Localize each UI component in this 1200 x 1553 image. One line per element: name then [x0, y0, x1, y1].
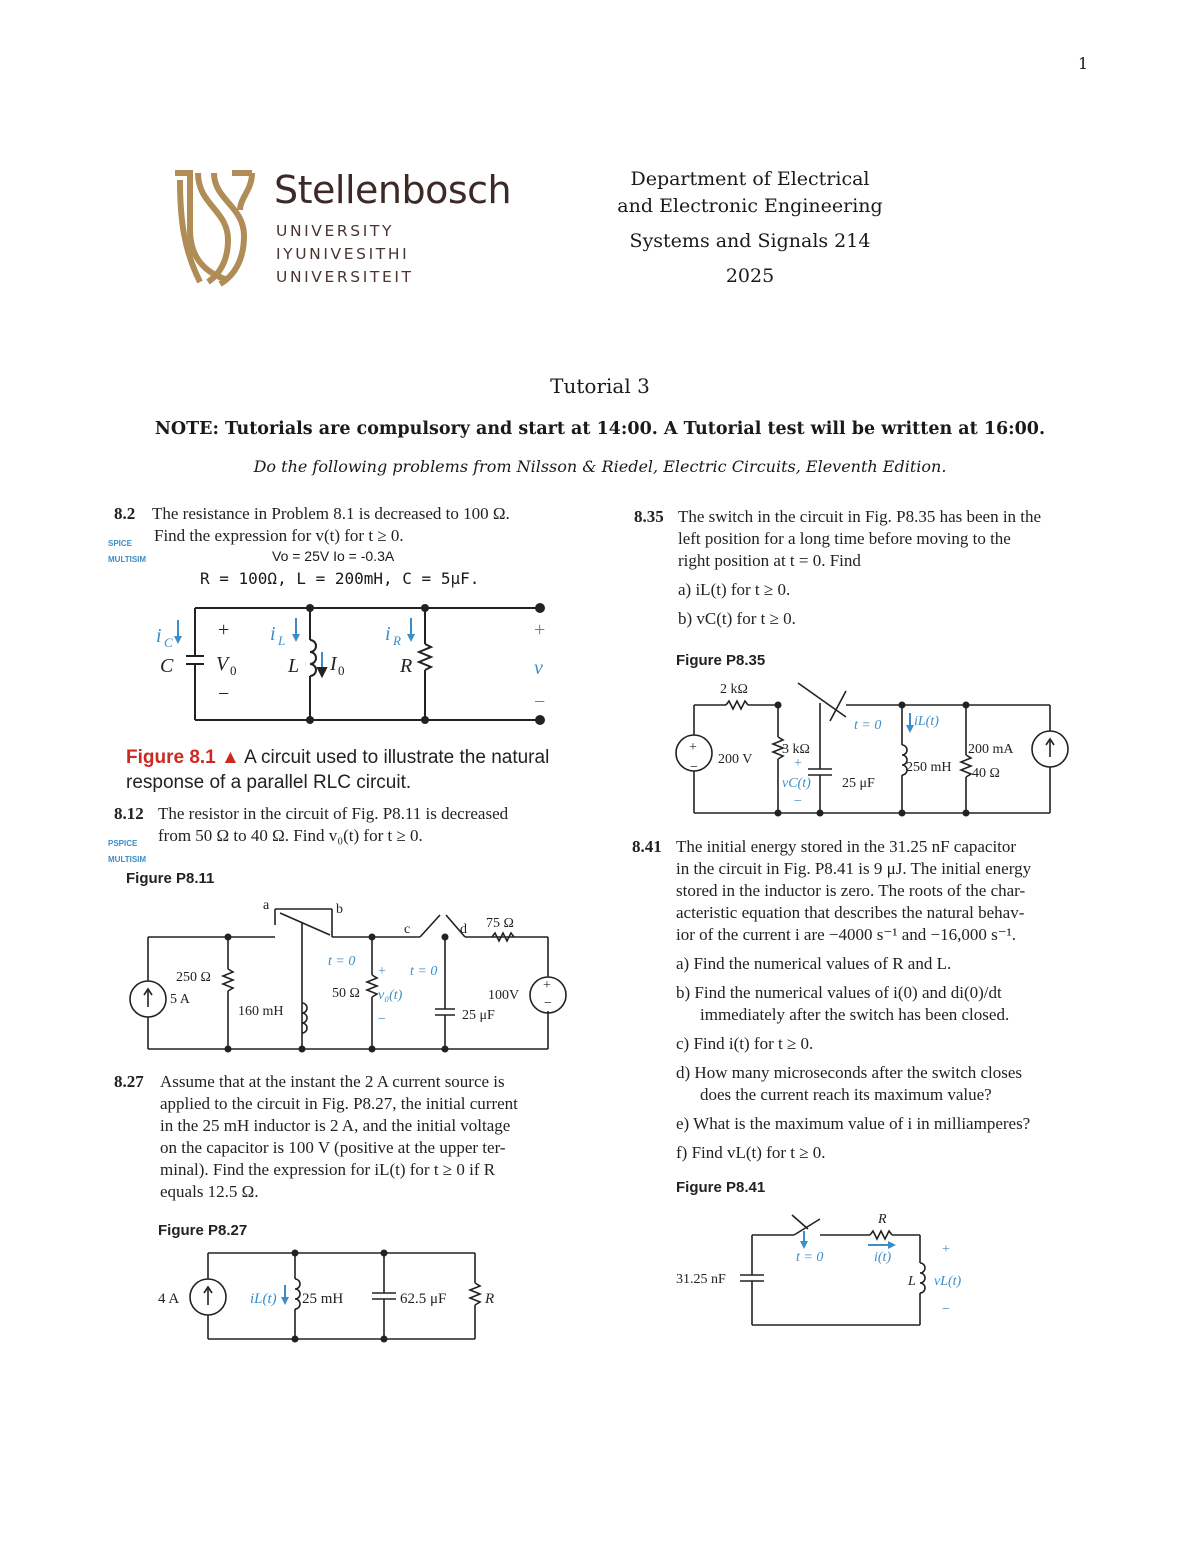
- problem-line: stored in the inductor is zero. The roots of the char-: [676, 881, 1026, 900]
- problem-line: on the capacitor is 100 V (positive at the upper ter-: [160, 1138, 506, 1157]
- l25-label: 25 mH: [302, 1291, 344, 1307]
- v100-label: 100V: [488, 988, 520, 1003]
- figure-p8-35-circuit: [670, 675, 1080, 820]
- ic-label: i: [156, 625, 162, 647]
- vl-plus: +: [942, 1242, 950, 1257]
- v200-label: 200 V: [718, 752, 753, 767]
- problem-line: left position for a long time before moving to the: [678, 529, 1011, 548]
- i0-sub: 0: [338, 663, 345, 678]
- figure-p8-41-label: Figure P8.41: [676, 1179, 766, 1196]
- problem-number: 8.2: [114, 504, 136, 523]
- il-label: i: [270, 623, 276, 645]
- problem-line: The switch in the circuit in Fig. P8.35 has been in the: [678, 507, 1042, 526]
- spice-tag: SPICE: [108, 539, 133, 548]
- r250-label: 250 Ω: [176, 970, 211, 985]
- department-line-2: and Electronic Engineering: [617, 195, 883, 217]
- university-logo-icon: [170, 170, 265, 288]
- r3k-label: 3 kΩ: [782, 742, 810, 757]
- problem-line: from 50 Ω to 40 Ω. Find v₀(t) for t ≥ 0.: [158, 826, 423, 845]
- problem-number: 8.12: [114, 804, 144, 823]
- figure-p8-35-label: Figure P8.35: [676, 652, 766, 669]
- r75-label: 75 Ω: [486, 916, 514, 931]
- v0-label: V: [216, 653, 229, 675]
- problem-line: equals 12.5 Ω.: [160, 1182, 259, 1201]
- note: NOTE: Tutorials are compulsory and start at 14:00. A Tutorial test will be written at 16:00.: [154, 419, 1046, 439]
- problem-line: in the circuit in Fig. P8.41 is 9 μJ. The initial energy: [676, 859, 1032, 878]
- page-title: Tutorial 3: [550, 374, 650, 398]
- problem-8-35: [634, 506, 1084, 630]
- v0-minus: −: [218, 683, 230, 705]
- vo-label: v₀(t): [378, 988, 403, 1003]
- problem-line: Assume that at the instant the 2 A current source is: [160, 1072, 505, 1091]
- department-header: [590, 166, 910, 290]
- given-values: Vo = 25V Io = -0.3A: [272, 548, 395, 564]
- i-label: i(t): [874, 1250, 892, 1265]
- il-label: iL(t): [250, 1291, 277, 1307]
- problem-number: 8.41: [632, 837, 662, 856]
- sub-question-e: e) What is the maximum value of i in milliamperes?: [676, 1114, 1031, 1133]
- l160-label: 160 mH: [238, 1004, 284, 1019]
- logo-line-universiteit: UNIVERSITEIT: [276, 268, 414, 286]
- problem-number: 8.27: [114, 1072, 144, 1091]
- sub-question-c: c) Find i(t) for t ≥ 0.: [676, 1034, 814, 1053]
- problem-line: minal). Find the expression for iL(t) for t ≥ 0 if R: [160, 1160, 496, 1179]
- problem-line: acteristic equation that describes the natural behav-: [676, 903, 1025, 922]
- i200-label: 200 mA: [968, 742, 1014, 757]
- c-label: C: [160, 655, 174, 677]
- source-minus: −: [690, 760, 698, 775]
- source-minus: −: [544, 996, 552, 1011]
- vo-minus: −: [378, 1012, 386, 1027]
- problem-8-12: [108, 803, 584, 864]
- r-label: R: [400, 655, 413, 677]
- sub-question-a: a) iL(t) for t ≥ 0.: [678, 580, 791, 599]
- problem-line: applied to the circuit in Fig. P8.27, the initial current: [160, 1094, 518, 1113]
- logo-line-iyunivesithi: IYUNIVESITHI: [276, 245, 410, 263]
- i4-label: 4 A: [158, 1291, 180, 1307]
- caption-line-2: response of a parallel RLC circuit.: [126, 772, 412, 793]
- v-minus: −: [534, 691, 546, 713]
- sub-question-b: [676, 982, 1082, 1026]
- c625-label: 62.5 μF: [400, 1291, 447, 1307]
- il-sub: L: [278, 633, 286, 648]
- c25-label: 25 μF: [462, 1008, 495, 1023]
- problem-line: The resistor in the circuit of Fig. P8.11 is decreased: [158, 804, 509, 823]
- figure-p8-27-label: Figure P8.27: [158, 1222, 248, 1239]
- v-plus: +: [534, 619, 546, 641]
- problem-8-27: [114, 1071, 584, 1203]
- ir-label: i: [385, 623, 391, 645]
- problem-8-41: [632, 836, 1082, 1164]
- vo-plus: +: [378, 964, 386, 979]
- v0-sub: 0: [230, 663, 237, 678]
- r40-label: 40 Ω: [972, 766, 1000, 781]
- vc-minus: −: [794, 794, 802, 809]
- vc-label: vC(t): [782, 776, 811, 791]
- switch-b-label: b: [336, 902, 343, 917]
- switch-time-label: t = 0: [854, 718, 882, 733]
- department-line-1: Department of Electrical: [630, 168, 870, 190]
- logo-name: Stellenbosch: [274, 168, 512, 212]
- figure-8-1-caption: [126, 745, 586, 795]
- switch-c-label: c: [404, 922, 411, 937]
- i0-label: I: [330, 653, 337, 675]
- v0-plus: +: [218, 619, 230, 641]
- multisim-tag: MULTISIM: [108, 855, 147, 864]
- ic-sub: C: [164, 635, 173, 650]
- figure-p8-27-circuit: [150, 1245, 500, 1345]
- switch-a-label: a: [263, 898, 270, 913]
- sub-question-d: [676, 1062, 1082, 1106]
- sub-question-d-line-1: d) How many microseconds after the switch closes: [676, 1063, 1023, 1082]
- switch-d-label: d: [460, 922, 467, 937]
- problem-line: right position at t = 0. Find: [678, 551, 861, 570]
- caption-line-1: A circuit used to illustrate the natural: [244, 747, 550, 768]
- sub-question-b-line-1: b) Find the numerical values of i(0) and di(0)/dt: [676, 983, 1002, 1002]
- figure-p8-41-circuit: [670, 1205, 980, 1335]
- r2k-label: 2 kΩ: [720, 682, 748, 697]
- vl-minus: −: [942, 1302, 950, 1317]
- problem-line: Find the expression for v(t) for t ≥ 0.: [154, 526, 404, 545]
- c25-label: 25 μF: [842, 776, 875, 791]
- sub-question-b: b) vC(t) for t ≥ 0.: [678, 609, 796, 628]
- triangle-icon: ▲: [221, 747, 240, 768]
- problem-line: The initial energy stored in the 31.25 nF capacitor: [676, 837, 1017, 856]
- vc-plus: +: [794, 756, 802, 771]
- l-label: L: [908, 1274, 916, 1289]
- figure-8-1-label: Figure 8.1: [126, 747, 216, 768]
- course-year: 2025: [725, 265, 775, 287]
- sub-question-a: a) Find the numerical values of R and L.: [676, 954, 952, 973]
- switch-time-label: t = 0: [796, 1250, 824, 1265]
- c3125-label: 31.25 nF: [676, 1272, 726, 1287]
- pspice-tag: PSPICE: [108, 839, 138, 848]
- ir-sub: R: [393, 633, 401, 648]
- figure-8-1-circuit: [150, 600, 550, 730]
- r-label: R: [485, 1291, 495, 1307]
- source-plus: +: [543, 978, 551, 993]
- page-number: 1: [1078, 54, 1089, 73]
- switch2-time-label: t = 0: [410, 964, 438, 979]
- r-label: R: [878, 1212, 887, 1227]
- sub-question-b-line-2: immediately after the switch has been closed.: [700, 1005, 1010, 1024]
- switch1-time-label: t = 0: [328, 954, 356, 969]
- il-label: iL(t): [914, 714, 939, 729]
- instructions: Do the following problems from Nilsson & Riedel, Electric Circuits, Eleventh Edition.: [253, 457, 947, 476]
- v-label: v: [534, 657, 543, 679]
- problem-line: in the 25 mH inductor is 2 A, and the initial voltage: [160, 1116, 511, 1135]
- l-label: L: [288, 655, 300, 677]
- i5-label: 5 A: [170, 992, 190, 1007]
- figure-p8-11-circuit: [120, 895, 580, 1060]
- figure-p8-11-label: Figure P8.11: [126, 870, 215, 887]
- vl-label: vL(t): [934, 1274, 962, 1289]
- circuit-parameters: R = 100Ω, L = 200mH, C = 5μF.: [200, 569, 480, 588]
- logo-line-university: UNIVERSITY: [276, 222, 395, 240]
- source-plus: +: [689, 740, 697, 755]
- l250-label: 250 mH: [906, 760, 952, 775]
- r50-label: 50 Ω: [332, 986, 360, 1001]
- problem-line: The resistance in Problem 8.1 is decreased to 100 Ω.: [152, 504, 510, 523]
- sub-question-f: f) Find vL(t) for t ≥ 0.: [676, 1143, 826, 1162]
- multisim-tag: MULTISIM: [108, 555, 147, 564]
- problem-line: ior of the current i are −4000 s⁻¹ and −16,000 s⁻¹.: [676, 925, 1017, 944]
- problem-number: 8.35: [634, 507, 664, 526]
- course-name: Systems and Signals 214: [629, 230, 871, 252]
- sub-question-d-line-2: does the current reach its maximum value?: [700, 1085, 992, 1104]
